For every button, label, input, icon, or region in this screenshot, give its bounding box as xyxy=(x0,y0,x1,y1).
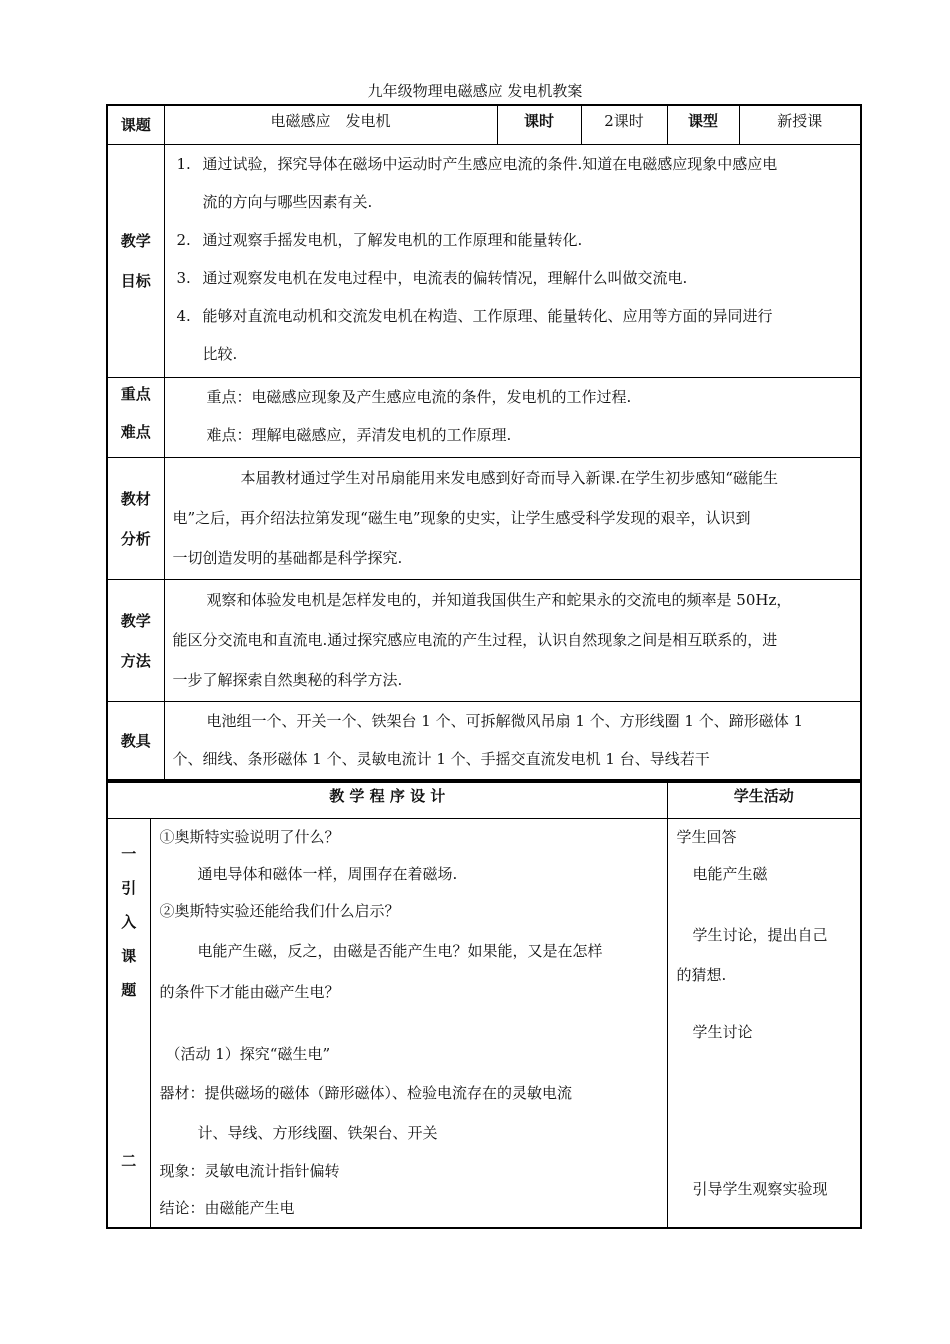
goal-item: 2. 通过观察手摇发电机，了解发电机的工作原理和能量转化. xyxy=(176,231,583,249)
method-label xyxy=(107,580,164,702)
goals-label xyxy=(107,145,164,378)
section1-char: 引 xyxy=(121,878,137,897)
section1-char: 课 xyxy=(121,946,137,965)
design-content xyxy=(150,818,667,1228)
method-label-2: 方法 xyxy=(120,651,151,670)
type-label: 课型 xyxy=(667,105,739,145)
difficult-point: 难点：理解电磁感应，弄清发电机的工作原理. xyxy=(206,426,512,444)
section1-char: 入 xyxy=(121,912,137,931)
method-label-1: 教学 xyxy=(120,611,151,630)
hours-label: 课时 xyxy=(497,105,581,145)
goal-item-cont: 比较. xyxy=(202,345,238,363)
keypoints-content xyxy=(164,378,861,458)
activity-content xyxy=(667,818,861,1228)
tools-label xyxy=(107,702,164,782)
material-line: 一切创造发明的基础都是科学探究. xyxy=(172,549,403,567)
method-content xyxy=(164,580,861,702)
design-header: 教 学 程 序 设 计 xyxy=(107,780,667,818)
material-label xyxy=(107,458,164,580)
tools-line: 个、细线、条形磁体 1 个、灵敏电流计 1 个、手摇交直流发电机 1 台、导线若干 xyxy=(172,750,710,768)
goal-item: 1. 通过试验，探究导体在磁场中运动时产生感应电流的条件.知道在电磁感应现象中感应电 xyxy=(176,155,778,173)
activity-line: 学生讨论，提出自己 xyxy=(692,925,828,944)
material-label-2: 分析 xyxy=(120,529,151,548)
section-column xyxy=(107,818,150,1228)
equipment-line-cont: 计、导线、方形线圈、铁架台、开关 xyxy=(197,1123,438,1142)
goal-item: 3. 通过观察发电机在发电过程中，电流表的偏转情况，理解什么叫做交流电. xyxy=(176,269,688,287)
phenomenon-line: 现象：灵敏电流计指针偏转 xyxy=(159,1161,340,1180)
topic-value: 电磁感应 发电机 xyxy=(164,105,497,145)
goals-label-2: 目标 xyxy=(120,272,151,290)
key-point: 重点：电磁感应现象及产生感应电流的条件，发电机的工作过程. xyxy=(206,388,632,406)
activity-line: 学生回答 xyxy=(676,827,737,846)
keypoints-label-2: 难点 xyxy=(120,423,151,441)
answer-1: 通电导体和磁体一样，周围存在着磁场. xyxy=(197,864,458,883)
tools-content xyxy=(164,702,861,782)
section2-char: 二 xyxy=(121,1151,137,1170)
lesson-info-table xyxy=(106,104,862,783)
procedure-table xyxy=(106,779,862,1229)
material-label-1: 教材 xyxy=(120,489,151,508)
equipment-line: 器材：提供磁场的磁体（蹄形磁体）、检验电流存在的灵敏电流 xyxy=(159,1083,573,1102)
activity-header: 学生活动 xyxy=(667,780,861,818)
section1-char: 题 xyxy=(121,980,137,999)
method-line: 一步了解探索自然奥秘的科学方法. xyxy=(172,671,403,689)
tools-label-text: 教具 xyxy=(120,732,151,751)
goal-item: 4. 能够对直流电动机和交流发电机在构造、工作原理、能量转化、应用等方面的异同进行 xyxy=(176,307,773,325)
answer-2-cont: 的条件下才能由磁产生电？ xyxy=(159,982,340,1001)
method-line: 观察和体验发电机是怎样发电的，并知道我国供生产和蛇果永的交流电的频率是 50Hz， xyxy=(206,591,792,609)
keypoints-label-1: 重点 xyxy=(120,385,151,403)
activity-line: 引导学生观察实验现 xyxy=(692,1179,828,1198)
document-title: 九年级物理电磁感应 发电机教案 xyxy=(367,82,583,100)
material-content xyxy=(164,458,861,580)
goals-content xyxy=(164,145,861,378)
activity-1-title: （活动 1）探究“磁生电” xyxy=(165,1044,331,1063)
topic-label: 课题 xyxy=(107,105,164,145)
question-2: ②奥斯特实验还能给我们什么启示？ xyxy=(159,901,400,920)
tools-line: 电池组一个、开关一个、铁架台 1 个、可拆解微风吊扇 1 个、方形线圈 1 个、蹄形磁体 1 xyxy=(206,712,804,730)
question-1: ①奥斯特实验说明了什么？ xyxy=(159,827,340,846)
method-line: 能区分交流电和直流电.通过探究感应电流的产生过程，认识自然现象之间是相互联系的，进 xyxy=(172,631,778,649)
hours-value: 2课时 xyxy=(581,105,667,145)
type-value: 新授课 xyxy=(739,105,861,145)
answer-2: 电能产生磁，反之，由磁是否能产生电？如果能，又是在怎样 xyxy=(197,941,603,960)
conclusion-line: 结论：由磁能产生电 xyxy=(159,1198,295,1217)
goal-item-cont: 流的方向与哪些因素有关. xyxy=(202,193,373,211)
material-line: 电”之后，再介绍法拉第发现“磁生电”现象的史实，让学生感受科学发现的艰辛，认识到 xyxy=(172,509,751,527)
section1-char: 一 xyxy=(121,844,137,863)
material-line: 本届教材通过学生对吊扇能用来发电感到好奇而导入新课.在学生初步感知“磁能生 xyxy=(240,469,778,487)
keypoints-label xyxy=(107,378,164,458)
activity-line: 学生讨论 xyxy=(692,1022,753,1041)
activity-line: 电能产生磁 xyxy=(692,864,768,883)
activity-line: 的猜想. xyxy=(676,965,727,984)
goals-label-1: 教学 xyxy=(120,232,151,250)
